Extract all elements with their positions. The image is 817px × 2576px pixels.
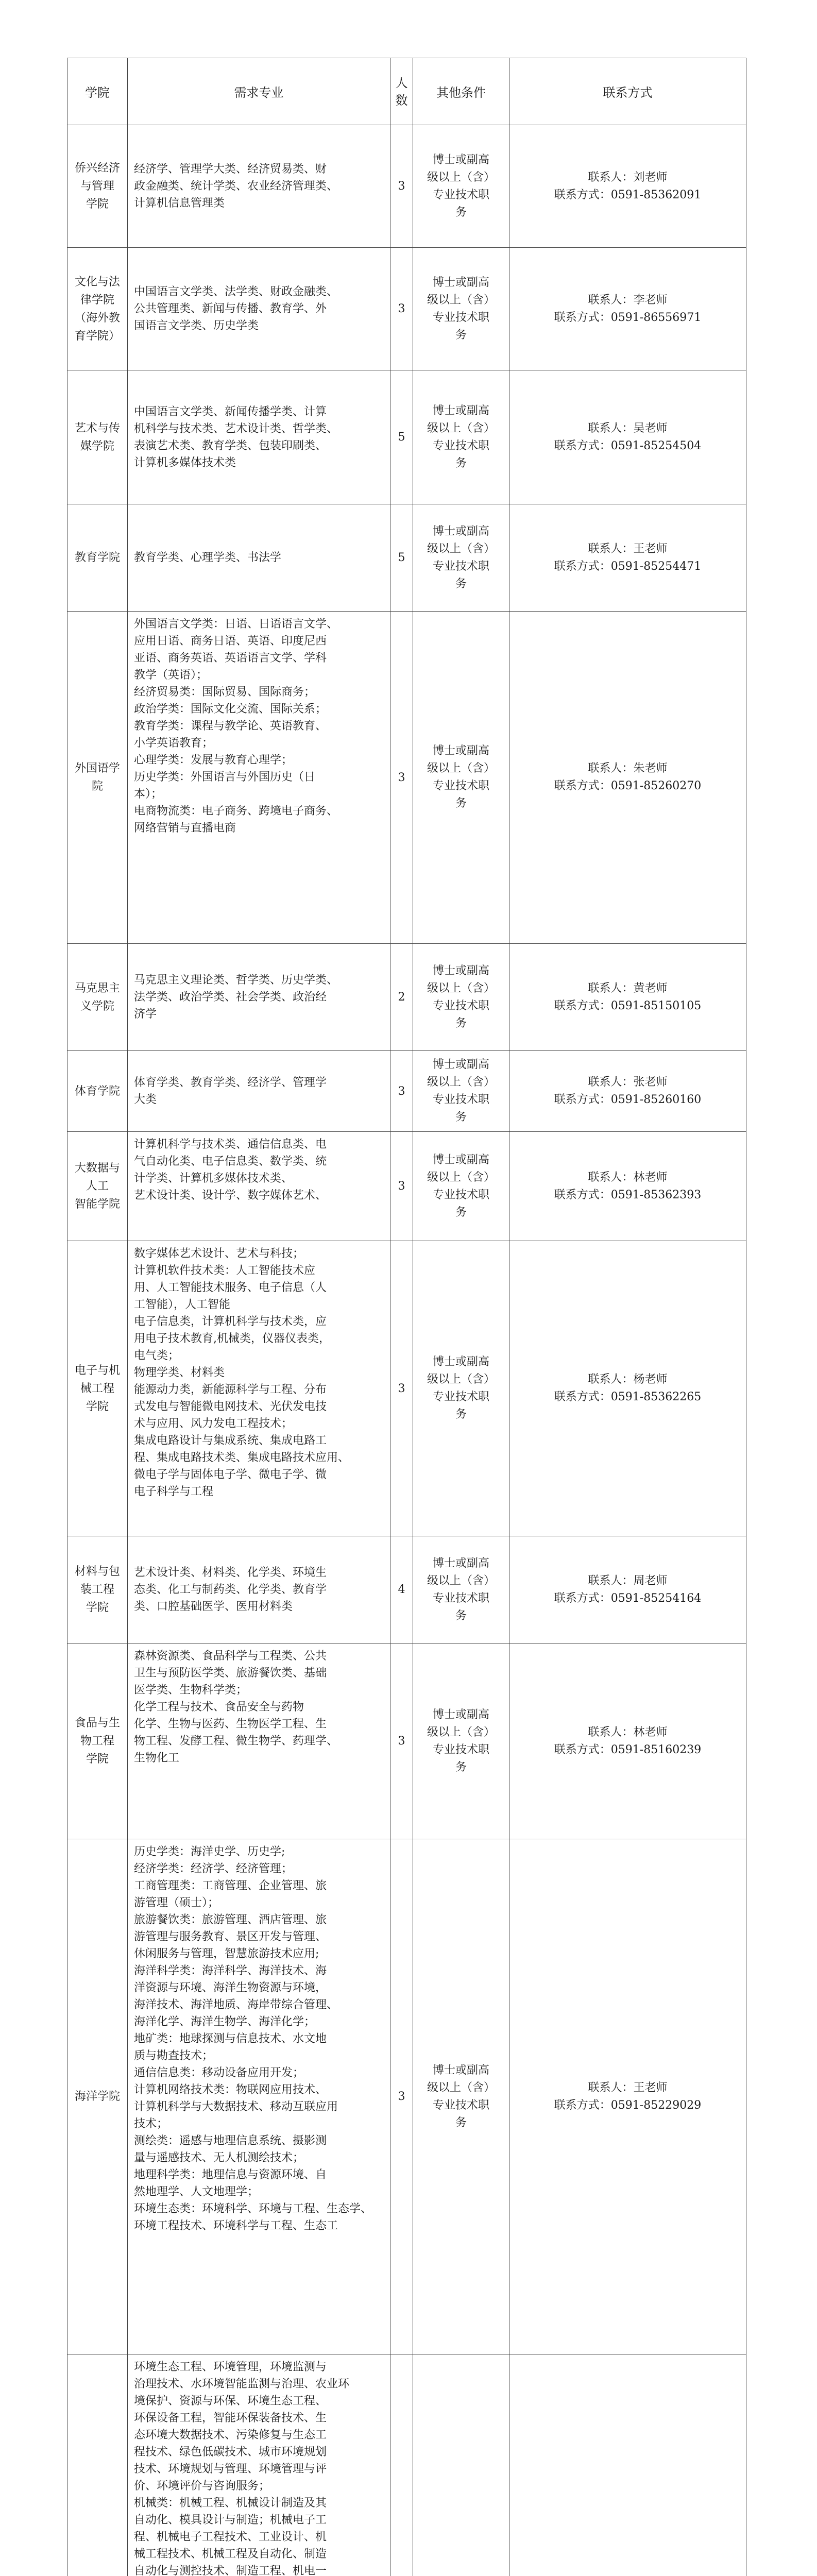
text-line: 用、人工智能技术服务、电子信息（人	[134, 1281, 327, 1294]
recruitment-table	[67, 58, 746, 2576]
text-line: 级以上（含）	[427, 2081, 495, 2094]
text-line: 外国语言文学类：日语、日语语言文学、	[134, 618, 338, 631]
text-line: 化学工程与技术、食品安全与药物	[134, 1701, 304, 1714]
text-line: 学院	[86, 1601, 109, 1614]
college-cell	[67, 1643, 128, 1839]
text-line: 程技术、绿色低碳技术、城市环境规划	[134, 2446, 327, 2459]
text-line: 态环境大数据技术、污染修复与生态工	[134, 2429, 327, 2442]
text-line: 物工程、发酵工程、微生物学、药理学、	[134, 1735, 338, 1748]
text-line: 媒学院	[80, 439, 114, 453]
contact-cell	[509, 1241, 746, 1536]
header-majors: 需求专业	[128, 58, 390, 125]
text-line: 体育学院	[74, 1084, 120, 1098]
text-line: 电子科学与工程	[134, 1485, 214, 1498]
text-line: 本）；	[134, 788, 163, 801]
text-line: 务	[455, 1111, 467, 1124]
header-count: 人数	[390, 58, 413, 125]
text-line: 程、机械电子工程技术、工业设计、机	[134, 2531, 327, 2544]
table-row	[67, 2354, 746, 2576]
text-line: 专业技术职	[432, 1093, 489, 1106]
conditions-cell	[413, 1839, 509, 2354]
college-cell	[67, 612, 128, 944]
count-cell: 3	[390, 1839, 413, 2354]
contact-person: 联系人：刘老师	[588, 171, 668, 184]
text-line: 博士或副高	[432, 404, 489, 417]
text-line: 文化与法	[74, 275, 120, 289]
college-cell	[67, 1839, 128, 2354]
table-row	[67, 125, 746, 248]
count-cell: 3	[390, 125, 413, 248]
text-line: 专业技术职	[432, 1188, 489, 1201]
conditions-cell	[413, 1241, 509, 1536]
majors-cell	[128, 612, 390, 944]
count-cell: 2	[390, 944, 413, 1051]
text-line: 艺术设计类、材料类、化学类、环境生	[134, 1566, 327, 1579]
contact-cell	[509, 248, 746, 370]
text-line: 境保护、资源与环保、环境生态工程、	[134, 2395, 327, 2408]
contact-cell	[509, 370, 746, 504]
contact-person: 联系人：王老师	[588, 2081, 668, 2094]
contact-person: 联系人：林老师	[588, 1171, 668, 1184]
text-line: 专业技术职	[432, 188, 489, 201]
text-line: 械工程	[80, 1382, 114, 1395]
majors-cell	[128, 248, 390, 370]
table-row	[67, 248, 746, 370]
contact-person: 联系人：朱老师	[588, 762, 668, 775]
text-line: 海洋科学类：海洋科学、海洋技术、海	[134, 1964, 327, 1977]
text-line: 专业技术职	[432, 1391, 489, 1403]
text-line: 洋资源与环境、海洋生物资源与环境，	[134, 1981, 327, 1994]
college-cell	[67, 2354, 128, 2576]
contact-phone: 联系方式：0591-85150105	[554, 999, 702, 1012]
majors-cell	[128, 2354, 390, 2576]
text-line: 历史学类：海洋史学、历史学;	[134, 1845, 285, 1858]
college-cell	[67, 248, 128, 370]
conditions-cell	[413, 1536, 509, 1643]
text-line: 经济学、管理学大类、经济贸易类、财	[134, 163, 327, 176]
text-line: 工商管理类：工商管理、企业管理、旅	[134, 1879, 327, 1892]
text-line: 亚语、商务英语、英语语言文学、学科	[134, 652, 327, 665]
majors-cell	[128, 370, 390, 504]
text-line: 质与勘查技术；	[134, 2049, 214, 2062]
text-line: 用电子技术教育,机械类，仪器仪表类，	[134, 1332, 330, 1345]
text-line: 自动化与测控技术、制造工程、机电一	[134, 2565, 327, 2576]
count-cell: 5	[390, 504, 413, 612]
text-line: 地矿类：地球探测与信息技术、水文地	[134, 2032, 327, 2045]
majors-cell	[128, 1643, 390, 1839]
text-line: 工智能），人工智能	[134, 1298, 231, 1311]
text-line: 级以上（含）	[427, 293, 495, 307]
college-cell	[67, 1536, 128, 1643]
text-line: 务	[455, 456, 467, 470]
text-line: 态类、化工与制药类、化学类、教育学	[134, 1583, 327, 1596]
text-line: 地理科学类：地理信息与资源环境、自	[134, 2168, 327, 2181]
text-line: 艺术设计类、设计学、数字媒体艺术、	[134, 1189, 327, 1202]
text-line: 务	[455, 1609, 467, 1622]
text-line: 博士或副高	[432, 153, 489, 166]
text-line: 游管理（硕士）；	[134, 1896, 219, 1909]
text-line: 集成电路设计与集成系统、集成电路工	[134, 1434, 327, 1447]
text-line: 食品与生	[74, 1717, 120, 1730]
table-row	[67, 944, 746, 1051]
conditions-cell	[413, 125, 509, 248]
contact-phone: 联系方式：0591-85254164	[554, 1591, 702, 1605]
text-line: 级以上（含）	[427, 1574, 495, 1587]
count-cell: 4	[390, 1536, 413, 1643]
text-line: 博士或副高	[432, 1153, 489, 1166]
table-row	[67, 1536, 746, 1643]
contact-cell	[509, 1132, 746, 1241]
majors-cell	[128, 1536, 390, 1643]
text-line: 数字媒体艺术设计、艺术与科技；	[134, 1247, 304, 1260]
majors-cell	[128, 504, 390, 612]
text-line: 电商物流类：电子商务、跨境电子商务、	[134, 805, 338, 818]
conditions-cell	[413, 370, 509, 504]
text-line: 马克思主	[74, 981, 120, 995]
text-line: 学院	[86, 1753, 109, 1766]
text-line: 医学类、生物科学类；	[134, 1684, 248, 1697]
text-line: 博士或副高	[432, 1058, 489, 1071]
contact-phone: 联系方式：0591-85260160	[554, 1093, 702, 1106]
header-contact: 联系方式	[509, 58, 746, 125]
contact-phone: 联系方式：0591-85362091	[554, 188, 702, 201]
majors-cell	[128, 1839, 390, 2354]
text-line: 计算机网络技术类：物联网应用技术、	[134, 2083, 327, 2096]
table-row	[67, 504, 746, 612]
header-row	[67, 58, 746, 125]
text-line: 级以上（含）	[427, 762, 495, 775]
text-line: 环境生态工程、环境管理，环境监测与	[134, 2361, 327, 2374]
text-line: 环境工程技术、环境科学与工程、生态工	[134, 2219, 338, 2232]
text-line: 术与应用、风力发电工程技术；	[134, 1417, 293, 1430]
text-line: 务	[455, 1016, 467, 1030]
text-line: 专业技术职	[432, 311, 489, 324]
text-line: 法学类、政治学类、社会学类、政治经	[134, 991, 327, 1004]
text-line: 械工程技术、机械工程及自动化、制造	[134, 2548, 327, 2561]
count-cell	[390, 2354, 413, 2576]
contact-cell	[509, 1536, 746, 1643]
text-line: 价、环境评价与咨询服务；	[134, 2480, 270, 2493]
text-line: 环保设备工程，智能环保装备技术、生	[134, 2412, 327, 2425]
text-line: 海洋学院	[74, 2090, 120, 2103]
contact-cell	[509, 2354, 746, 2576]
conditions-cell	[413, 1643, 509, 1839]
table-row	[67, 1132, 746, 1241]
text-line: 博士或副高	[432, 1556, 489, 1570]
text-line: 政金融类、统计学类、农业经济管理类、	[134, 180, 338, 193]
text-line: 电子与机	[74, 1364, 120, 1377]
text-line: 治理技术、水环境智能监测与治理、农业环	[134, 2378, 350, 2391]
text-line: 级以上（含）	[427, 981, 495, 995]
conditions-cell	[413, 2354, 509, 2576]
contact-person: 联系人：李老师	[588, 293, 668, 307]
text-line: 网络营销与直播电商	[134, 822, 236, 835]
text-line: 专业技术职	[432, 2098, 489, 2112]
text-line: 中国语言文学类、新闻传播学类、计算	[134, 405, 327, 418]
text-line: 教学（英语）；	[134, 669, 208, 682]
text-line: 自动化、模具设计与制造；机械电子工	[134, 2514, 327, 2527]
text-line: 大数据与	[74, 1162, 120, 1175]
contact-cell	[509, 944, 746, 1051]
text-line: 中国语言文学类、法学类、财政金融类、	[134, 285, 338, 298]
contact-person: 联系人：张老师	[588, 1076, 668, 1089]
table-row	[67, 1839, 746, 2354]
text-line: 艺术与传	[74, 421, 120, 435]
text-line: 然地理学、人文地理学；	[134, 2185, 259, 2198]
text-line: 专业技术职	[432, 439, 489, 452]
conditions-cell	[413, 248, 509, 370]
text-line: 教育学院	[74, 551, 120, 564]
text-line: 海洋化学、海洋生物学、海洋化学；	[134, 2015, 316, 2028]
text-line: 博士或副高	[432, 1355, 489, 1368]
majors-cell	[128, 125, 390, 248]
text-line: 务	[455, 1760, 467, 1774]
text-line: 计算机科学与大数据技术、移动互联应用	[134, 2100, 338, 2113]
college-cell	[67, 944, 128, 1051]
contact-phone: 联系方式：0591-85229029	[554, 2098, 702, 2112]
text-line: 经济贸易类：国际贸易、国际商务；	[134, 686, 316, 699]
table-row	[67, 612, 746, 944]
contact-cell	[509, 612, 746, 944]
majors-cell	[128, 944, 390, 1051]
text-line: 测绘类：遥感与地理信息系统、摄影测	[134, 2134, 327, 2147]
text-line: 技术、环境规划与管理、环境管理与评	[134, 2463, 327, 2476]
text-line: 电气类；	[134, 1349, 180, 1362]
text-line: 计学类、计算机多媒体技术类、	[134, 1172, 293, 1185]
college-cell	[67, 1051, 128, 1132]
text-line: 级以上（含）	[427, 421, 495, 435]
text-line: 材料与包	[74, 1565, 120, 1578]
text-line: 旅游餐饮类：旅游管理、酒店管理、旅	[134, 1913, 327, 1926]
majors-cell	[128, 1051, 390, 1132]
text-line: 小学英语教育；	[134, 737, 214, 750]
text-line: 计算机科学与技术类、通信信息类、电	[134, 1138, 327, 1151]
college-cell	[67, 370, 128, 504]
text-line: 应用日语、商务日语、英语、印度尼西	[134, 635, 327, 648]
text-line: 级以上（含）	[427, 171, 495, 184]
text-line: 物理学类、材料类	[134, 1366, 225, 1379]
text-line: 务	[455, 1206, 467, 1219]
text-line: 博士或副高	[432, 1708, 489, 1721]
text-line: 物工程	[80, 1735, 114, 1748]
contact-cell	[509, 1643, 746, 1839]
contact-person: 联系人：周老师	[588, 1574, 668, 1587]
text-line: 级以上（含）	[427, 1171, 495, 1184]
count-cell: 3	[390, 1132, 413, 1241]
table-row	[67, 370, 746, 504]
text-line: 博士或副高	[432, 2063, 489, 2077]
text-line: 式发电与智能微电网技术、光伏发电技	[134, 1400, 327, 1413]
contact-cell	[509, 125, 746, 248]
text-line: 级以上（含）	[427, 1725, 495, 1739]
text-line: 电子信息类，计算机科学与技术类，应	[134, 1315, 327, 1328]
text-line: 量与遥感技术、无人机测绘技术；	[134, 2151, 304, 2164]
text-line: 与管理	[80, 180, 114, 193]
text-line: 务	[455, 2116, 467, 2129]
text-line: 学院	[86, 1400, 109, 1413]
contact-phone: 联系方式：0591-85362393	[554, 1188, 702, 1201]
text-line: 类、口腔基础医学、医用材料类	[134, 1600, 293, 1613]
text-line: 经济学类：经济学、经济管理；	[134, 1862, 293, 1875]
text-line: 教育学类、心理学类、书法学	[134, 551, 282, 564]
text-line: 教育学类：课程与教学论、英语教育、	[134, 720, 327, 733]
contact-cell	[509, 1051, 746, 1132]
contact-cell	[509, 504, 746, 612]
count-cell: 3	[390, 1241, 413, 1536]
text-line: 装工程	[80, 1583, 114, 1596]
text-line: 博士或副高	[432, 276, 489, 289]
count-cell: 3	[390, 1051, 413, 1132]
conditions-cell	[413, 1132, 509, 1241]
text-line: 马克思主义理论类、哲学类、历史学类、	[134, 974, 338, 987]
header-college: 学院	[67, 58, 128, 125]
text-line: 级以上（含）	[427, 542, 495, 555]
text-line: 通信信息类：移动设备应用开发；	[134, 2066, 304, 2079]
conditions-cell	[413, 1051, 509, 1132]
college-cell	[67, 1132, 128, 1241]
text-line: 卫生与预防医学类、旅游餐饮类、基础	[134, 1667, 327, 1680]
text-line: 微电子学与固体电子学、微电子学、微	[134, 1468, 327, 1481]
text-line: 化学、生物与医药、生物医学工程、生	[134, 1718, 327, 1731]
college-cell	[67, 1241, 128, 1536]
text-line: 务	[455, 206, 467, 219]
text-line: 能源动力类，新能源科学与工程、分布	[134, 1383, 327, 1396]
text-line: 专业技术职	[432, 779, 489, 792]
text-line: 济学	[134, 1008, 157, 1021]
table-row	[67, 1051, 746, 1132]
contact-phone: 联系方式：0591-85254471	[554, 560, 702, 573]
majors-cell	[128, 1241, 390, 1536]
contact-phone: 联系方式：0591-86556971	[554, 311, 702, 324]
count-cell: 5	[390, 370, 413, 504]
text-line: 气自动化类、电子信息类、数学类、统	[134, 1155, 327, 1168]
count-cell: 3	[390, 1643, 413, 1839]
contact-phone: 联系方式：0591-85362265	[554, 1391, 702, 1403]
text-line: 义学院	[80, 999, 114, 1013]
text-line: 计算机多媒体技术类	[134, 456, 236, 469]
text-line: 律学院	[80, 293, 114, 307]
contact-person: 联系人：吴老师	[588, 421, 668, 435]
contact-person: 联系人：王老师	[588, 542, 668, 555]
text-line: 体育学类、教育学类、经济学、管理学	[134, 1076, 327, 1089]
text-line: 计算机信息管理类	[134, 197, 225, 210]
text-line: 机科学与技术类、艺术设计类、哲学类、	[134, 422, 338, 435]
text-line: 博士或副高	[432, 964, 489, 977]
contact-cell	[509, 1839, 746, 2354]
text-line: 政治学类：国际文化交流、国际关系；	[134, 703, 327, 716]
header-conditions: 其他条件	[413, 58, 509, 125]
college-cell	[67, 125, 128, 248]
text-line: 游管理与服务教育、景区开发与管理、	[134, 1930, 327, 1943]
text-line: 智能学院	[74, 1198, 120, 1211]
conditions-cell	[413, 504, 509, 612]
text-line: 博士或副高	[432, 744, 489, 757]
text-line: （海外教	[74, 311, 120, 325]
text-line: 休闲服务与管理，智慧旅游技术应用;	[134, 1947, 319, 1960]
text-line: 级以上（含）	[427, 1373, 495, 1386]
contact-phone: 联系方式：0591-85160239	[554, 1743, 702, 1756]
text-line: 表演艺术类、教育学类、包装印刷类、	[134, 439, 327, 452]
text-line: 级以上（含）	[427, 1076, 495, 1089]
text-line: 务	[455, 577, 467, 590]
text-line: 公共管理类、新闻与传播、教育学、外	[134, 302, 327, 315]
text-line: 专业技术职	[432, 1591, 489, 1605]
table-row	[67, 1643, 746, 1839]
text-line: 人工	[86, 1180, 109, 1193]
count-cell: 3	[390, 248, 413, 370]
conditions-cell	[413, 944, 509, 1051]
text-line: 侨兴经济	[74, 162, 120, 175]
text-line: 专业技术职	[432, 1743, 489, 1756]
text-line: 务	[455, 1408, 467, 1421]
contact-phone: 联系方式：0591-85260270	[554, 779, 702, 792]
text-line: 博士或副高	[432, 524, 489, 538]
text-line: 务	[455, 797, 467, 810]
text-line: 技术；	[134, 2117, 168, 2130]
text-line: 程、集成电路技术类、集成电路技术应用、	[134, 1451, 350, 1464]
text-line: 专业技术职	[432, 999, 489, 1012]
text-line: 计算机软件技术类：人工智能技术应	[134, 1264, 316, 1277]
college-cell	[67, 504, 128, 612]
text-line: 历史学类：外国语言与外国历史（日	[134, 771, 316, 784]
text-line: 外国语学院	[74, 762, 120, 793]
text-line: 专业技术职	[432, 560, 489, 573]
contact-person: 联系人：林老师	[588, 1725, 668, 1739]
majors-cell	[128, 1132, 390, 1241]
contact-phone: 联系方式：0591-85254504	[554, 439, 702, 452]
text-line: 务	[455, 328, 467, 342]
text-line: 国语言文学类、历史学类	[134, 319, 259, 332]
conditions-cell	[413, 612, 509, 944]
contact-person: 联系人：黄老师	[588, 981, 668, 995]
text-line: 森林资源类、食品科学与工程类、公共	[134, 1650, 327, 1663]
text-line: 学院	[86, 198, 109, 211]
text-line: 海洋技术、海洋地质、海岸带综合管理、	[134, 1998, 338, 2011]
text-line: 大类	[134, 1093, 157, 1106]
text-line: 环境生态类：环境科学、环境与工程、生态学、	[134, 2202, 372, 2215]
table-row	[67, 1241, 746, 1536]
text-line: 育学院）	[74, 329, 120, 343]
count-cell: 3	[390, 612, 413, 944]
text-line: 生物化工	[134, 1752, 180, 1765]
contact-person: 联系人：杨老师	[588, 1373, 668, 1386]
text-line: 心理学类：发展与教育心理学；	[134, 754, 293, 767]
text-line: 机械类：机械工程、机械设计制造及其	[134, 2497, 327, 2510]
